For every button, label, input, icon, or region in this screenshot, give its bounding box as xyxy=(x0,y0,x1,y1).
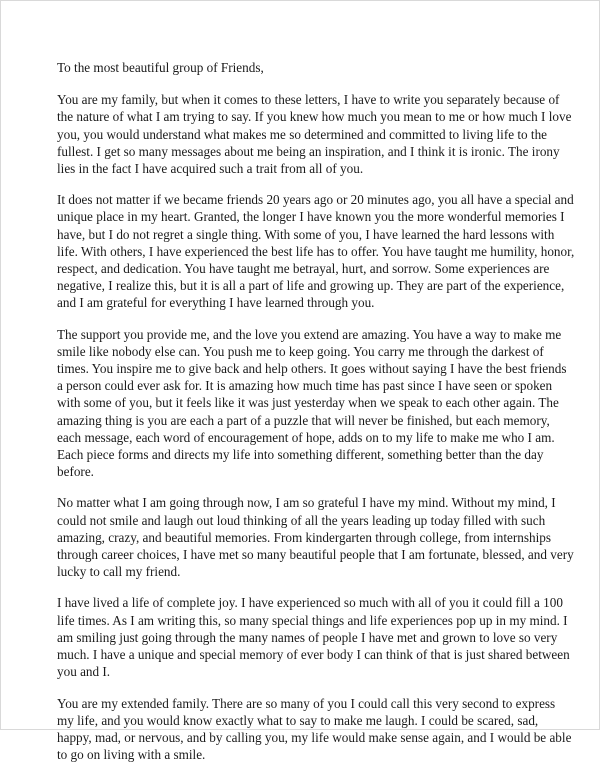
letter-greeting: To the most beautiful group of Friends, xyxy=(57,60,264,75)
paragraph-family: You are my family, but when it comes to these letters, I have to write you separately because of the nature of what I am trying to say. If you knew how much you mean to me or how much I love you, you would understand what makes me so determined and committed to living life to the fullest. I get so many messages about me being an inspiration, and I think it is ironic. The irony lies in the fact I have acquired such a trait from all of you. xyxy=(57,92,572,177)
paragraph-friendship-time: It does not matter if we became friends 20 years ago or 20 minutes ago, you all have a special and unique place in my heart. Granted, the longer I have known you the more wonderful memories I have, but I do not regret a single thing. With some of you, I have learned the hard lessons with life. With others, I have experienced the best life has to offer. You have taught me humility, honor, respect, and dedication. You have taught me betrayal, hurt, and sorrow. Some experiences are negative, I realize this, but it is all a part of life and growing up. They are part of the experience, and I am grateful for everything I have learned through you. xyxy=(57,192,575,311)
paragraph-support-love: The support you provide me, and the love you extend are amazing. You have a way to make me smile like nobody else can. You push me to keep going. You carry me through the darkest of times. You inspire me to give back and help others. It goes without saying I have the best friends a person could ever ask for. It is amazing how much time has past since I have seen or spoken with some of you, but it feels like it was just yesterday when we speak to each other again. The amazing thing is you are each a part of a puzzle that will never be finished, but each memory, each message, each word of encouragement of hope, adds on to my life to make me who I am. Each piece forms and directs my life into something different, something better than the day before. xyxy=(57,326,567,480)
letter-body xyxy=(57,59,575,777)
paragraph-grateful-mind: No matter what I am going through now, I am so grateful I have my mind. Without my mind, I could not smile and laugh out loud thinking of all the years leading up today filled with such amazing, crazy, and beautiful memories. From kindergarten through college, from internships through career choices, I have met so many beautiful people that I am fortunate, blessed, and very lucky to call my friend. xyxy=(57,495,574,580)
paragraph-life-of-joy: I have lived a life of complete joy. I have experienced so much with all of you it could fill a 100 life times. As I am writing this, so many special things and life experiences pop up in my mind. I am smiling just going through the many names of people I have met and grown to love so very much. I have a unique and special memory of ever body I can think of that is just shared between you and I. xyxy=(57,595,570,680)
paragraph-extended-family: You are my extended family. There are so many of you I could call this very second to express my life, and you would know exactly what to say to make me laugh. I could be scared, sad, happy, mad, or nervous, and by calling you, my life would make sense again, and I would be able to go on living with a smile. xyxy=(57,695,572,763)
